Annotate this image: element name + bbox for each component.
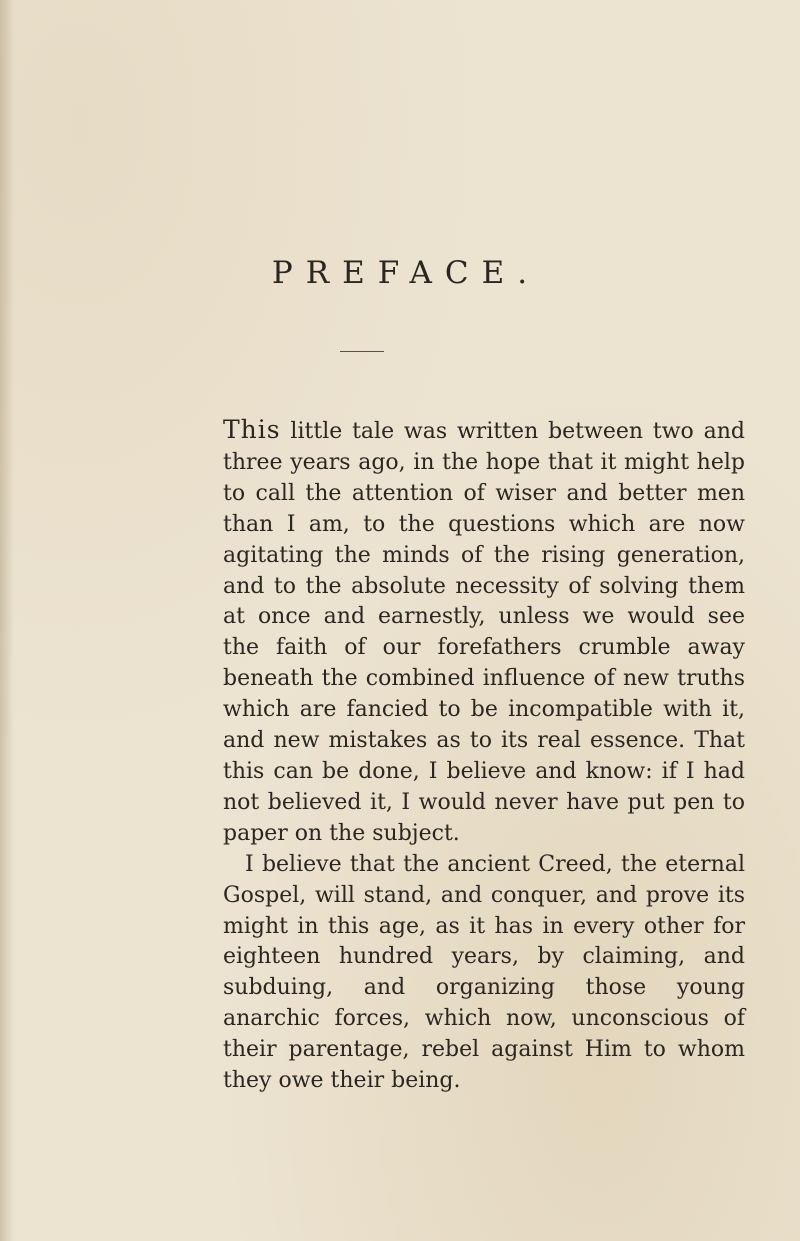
preface-body: [223, 415, 745, 1097]
page-binding-shadow: [0, 0, 14, 1241]
heading-divider: [340, 351, 384, 352]
paragraph-1-lead-word: This: [223, 415, 281, 444]
paragraph-1-text: little tale was written between two and three years ago, in the hope that it might help to call the attention of wiser and better men than I am, to the questions which are now agitating the minds of the rising generation, and to the absolute necessity of solving them at once and earnestly, unless we would see the faith of our forefathers crumble away beneath the combined influence of new truths which are fancied to be incompatible with it, and new mistakes as to its real essence. That this can be done, I believe and know: if I had not believed it, I would never have put pen to paper on the subject.: [223, 419, 745, 846]
paragraph-1: [223, 415, 745, 850]
paragraph-2: I believe that the ancient Creed, the eternal Gospel, will stand, and conquer, and prove its might in this age, as it has in every other for eighteen hundred years, by claiming, and subduing, and organizing those young anarchic forces, which now, unconscious of their parentage, rebel against Him to whom they owe their being.: [223, 851, 745, 1094]
preface-heading: PREFACE.: [271, 255, 541, 291]
